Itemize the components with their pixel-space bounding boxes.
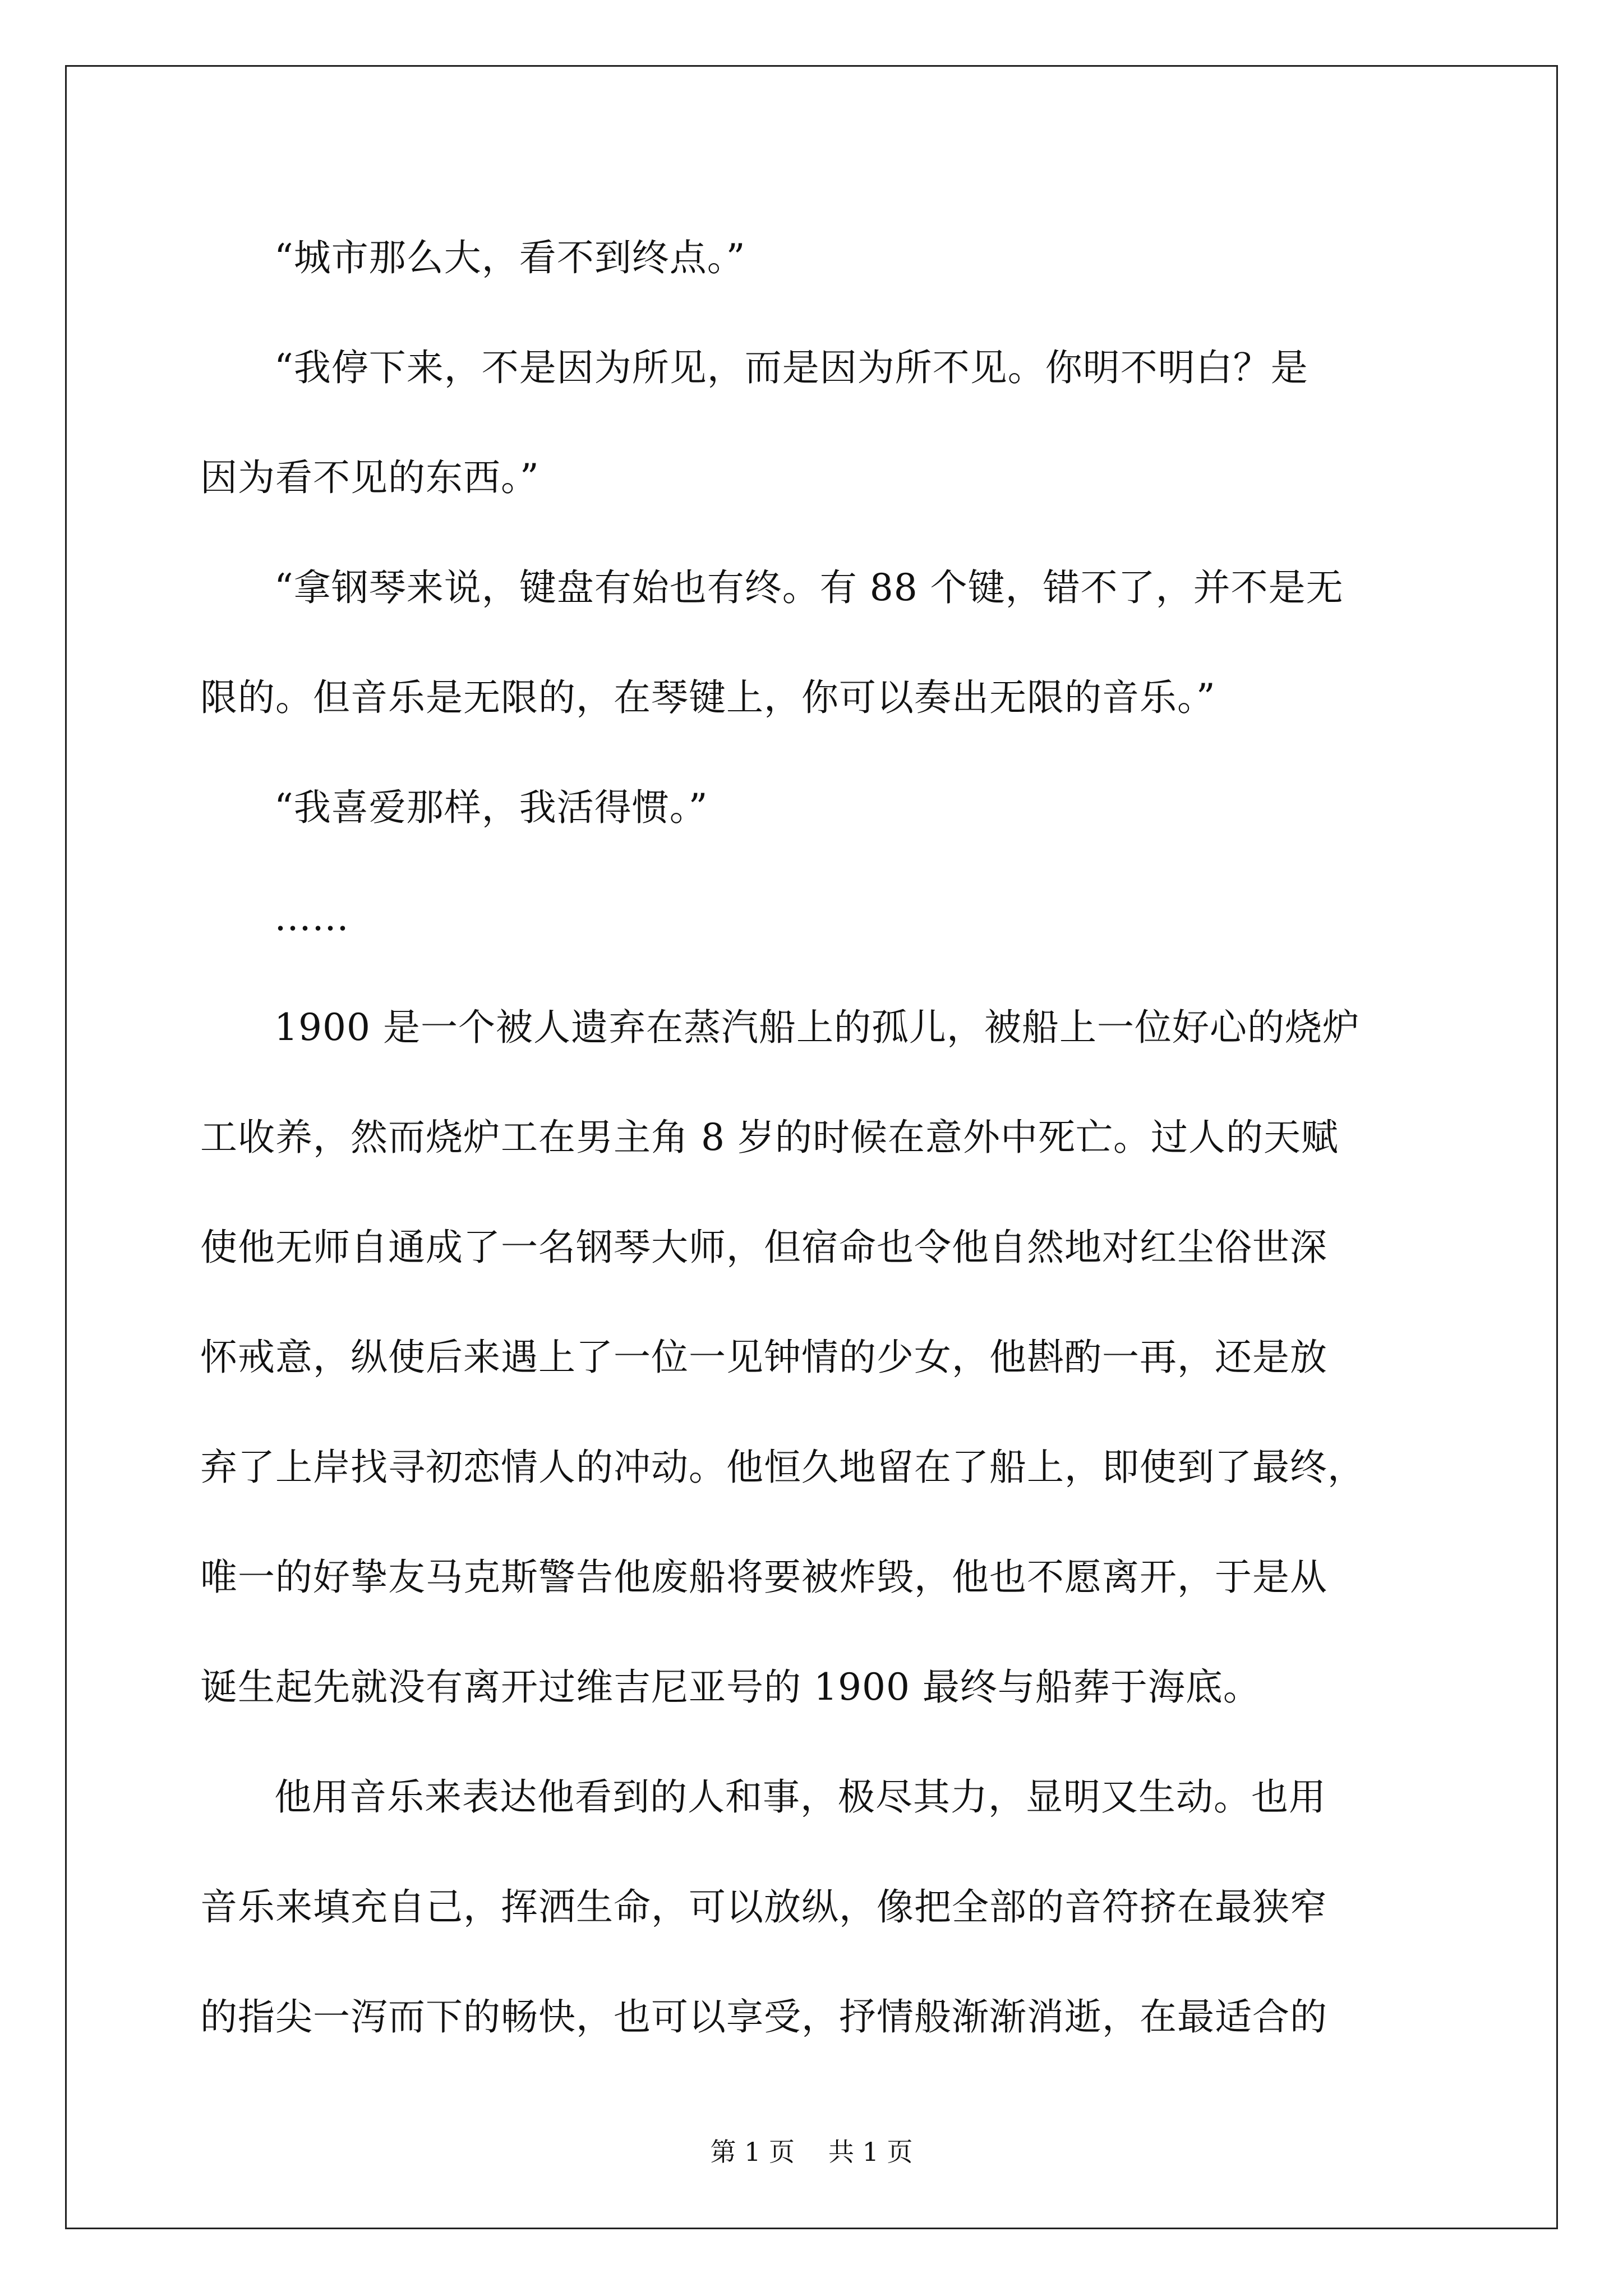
text-line: 怀戒意，纵使后来遇上了一位一见钟情的少女，他斟酌一再，还是放 [200,1336,1327,1379]
document-body [200,203,1423,2072]
paragraph-2 [200,313,1423,533]
text-line: …… [274,896,349,939]
text-line: 使他无师自通成了一名钢琴大师，但宿命也令他自然地对红尘俗世深 [200,1226,1327,1269]
text-line: 唯一的好挚友马克斯警告他废船将要被炸毁，他也不愿离开，于是从 [200,1556,1327,1599]
text-line: 他用音乐来表达他看到的人和事，极尽其力，显明又生动。也用 [274,1775,1326,1819]
paragraph-5-ellipsis [200,863,1423,973]
text-line: 1900 是一个被人遗弃在蒸汽船上的孤儿，被船上一位好心的烧炉 [274,1006,1360,1049]
text-line: 音乐来填充自己，挥洒生命，可以放纵，像把全部的音符挤在最狭窄 [200,1885,1327,1929]
paragraph-6 [200,973,1423,1742]
text-line: “我喜爱那样，我活得惯。” [274,786,708,829]
paragraph-3 [200,533,1423,753]
text-line: 限的。但音乐是无限的，在琴键上，你可以奏出无限的音乐。” [200,676,1216,719]
text-line: 工收养，然而烧炉工在男主角 8 岁的时候在意外中死亡。过人的天赋 [200,1116,1339,1159]
paragraph-4 [200,753,1423,863]
text-line: “我停下来，不是因为所见，而是因为所不见。你明不明白？是 [274,346,1308,389]
page-footer [0,2132,1623,2169]
page-number-current: 第 1 页 [710,2137,795,2167]
text-line: “拿钢琴来说，键盘有始也有终。有 88 个键，错不了，并不是无 [274,566,1344,609]
text-line: 诞生起先就没有离开过维吉尼亚号的 1900 最终与船葬于海底。 [200,1665,1261,1709]
text-line: 因为看不见的东西。” [200,456,540,499]
paragraph-1 [200,203,1423,313]
text-line: 的指尖一泻而下的畅快，也可以享受，抒情般渐渐消逝，在最适合的 [200,1995,1327,2039]
page-number-total: 共 1 页 [828,2137,913,2167]
paragraph-7 [200,1742,1423,2072]
text-line: “城市那么大，看不到终点。” [274,236,746,279]
text-line: 弃了上岸找寻初恋情人的冲动。他恒久地留在了船上，即使到了最终， [200,1446,1365,1489]
